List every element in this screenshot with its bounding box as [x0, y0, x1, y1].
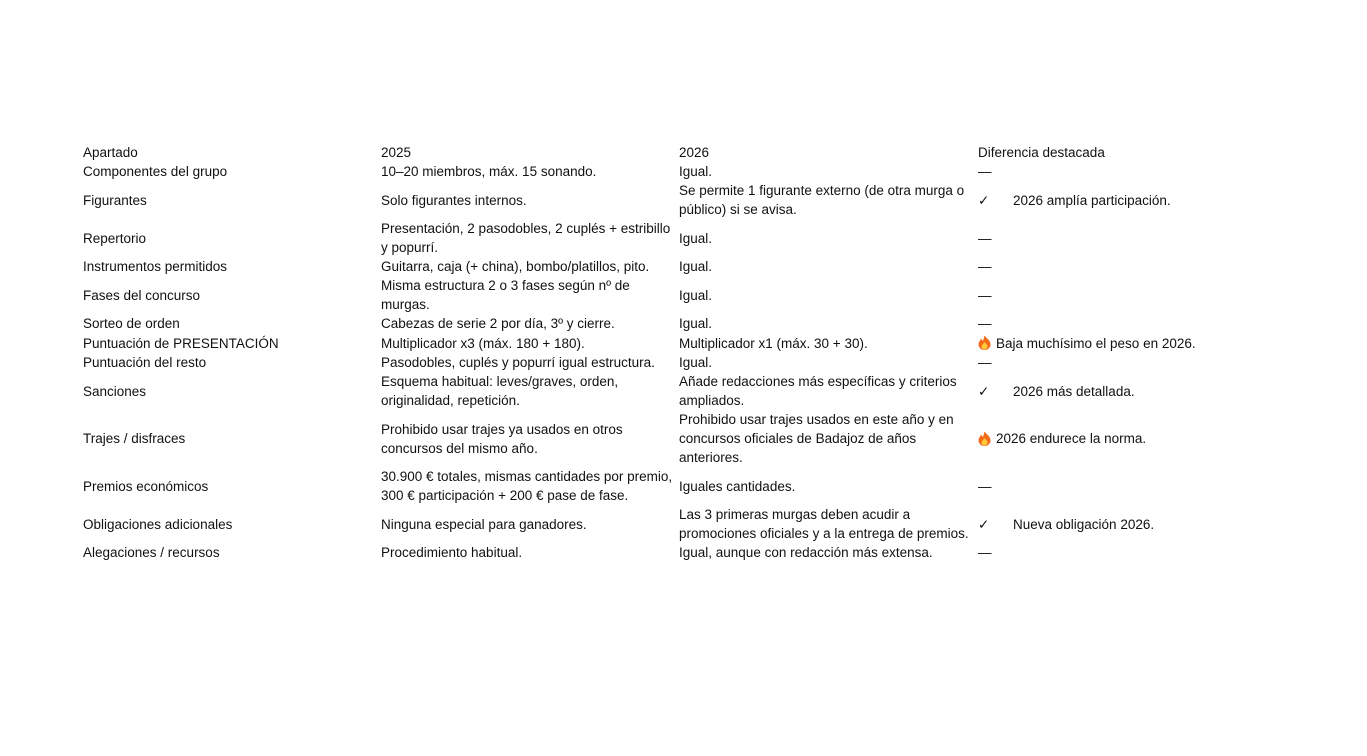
diff-text: 2026 amplía participación. — [1013, 192, 1171, 208]
cell-2025: Prohibido usar trajes ya usados en otros concursos del mismo año. — [381, 421, 623, 456]
cell-diferencia — [978, 314, 1243, 333]
table-body — [83, 162, 1243, 562]
table-row — [83, 505, 1243, 543]
cell-diferencia — [978, 162, 1243, 181]
dash-text: — — [978, 545, 992, 560]
fire-icon — [978, 429, 996, 449]
cell-2026: Igual. — [679, 316, 713, 331]
cell-2026: Iguales cantidades. — [679, 478, 796, 494]
check-icon: ✓ — [978, 383, 990, 399]
cell-diferencia — [978, 229, 1243, 248]
check-icon: ✓ — [978, 192, 990, 208]
cell-diferencia — [978, 353, 1243, 372]
table-row — [83, 333, 1243, 353]
cell-apartado: Premios económicos — [83, 478, 209, 494]
dash-text: — — [978, 478, 992, 494]
dash-text: — — [978, 287, 992, 303]
cell-2026: Igual. — [679, 287, 713, 303]
fire-icon-svg — [978, 335, 991, 350]
cell-apartado: Obligaciones adicionales — [83, 516, 233, 532]
cell-diferencia — [978, 477, 1243, 496]
cell-apartado: Figurantes — [83, 192, 147, 208]
diff-text: Nueva obligación 2026. — [1013, 516, 1155, 532]
fire-icon — [978, 333, 996, 353]
cell-2025: Guitarra, caja (+ china), bombo/platillos, pito. — [381, 259, 650, 274]
cell-apartado: Fases del concurso — [83, 287, 201, 303]
dash-text: — — [978, 355, 992, 370]
cell-apartado: Instrumentos permitidos — [83, 259, 228, 274]
cell-2026: Igual. — [679, 259, 713, 274]
table-header — [83, 143, 1243, 162]
dash-text: — — [978, 164, 992, 179]
cell-2025: Cabezas de serie 2 por día, 3º y cierre. — [381, 316, 615, 331]
table-row — [83, 314, 1243, 333]
header-2026: 2026 — [679, 145, 710, 160]
cell-apartado: Alegaciones / recursos — [83, 545, 220, 560]
cell-apartado: Componentes del grupo — [83, 164, 228, 179]
table-row — [83, 467, 1243, 505]
cell-diferencia — [978, 286, 1243, 305]
cell-2025: Presentación, 2 pasodobles, 2 cuplés + estribillo y popurrí. — [381, 221, 671, 255]
cell-diferencia — [978, 429, 1243, 449]
fire-icon-svg — [978, 431, 991, 446]
cell-2026: Las 3 primeras murgas deben acudir a promociones oficiales y a la entrega de premios. — [679, 507, 969, 541]
cell-2025: Pasodobles, cuplés y popurrí igual estructura. — [381, 355, 655, 370]
table-row — [83, 219, 1243, 257]
table-row — [83, 257, 1243, 276]
diff-text: Baja muchísimo el peso en 2026. — [996, 335, 1196, 351]
cell-2025: Solo figurantes internos. — [381, 192, 527, 208]
table-row — [83, 181, 1243, 219]
cell-apartado: Puntuación del resto — [83, 355, 207, 370]
diff-text: 2026 endurece la norma. — [996, 431, 1147, 446]
cell-2026: Añade redacciones más específicas y criterios ampliados. — [679, 374, 957, 408]
dash-text: — — [978, 316, 992, 331]
table-row — [83, 353, 1243, 372]
header-2025: 2025 — [381, 145, 412, 160]
diff-text: 2026 más detallada. — [1013, 383, 1135, 399]
cell-2025: Misma estructura 2 o 3 fases según nº de murgas. — [381, 278, 630, 312]
check-icon: ✓ — [978, 516, 990, 532]
cell-diferencia — [978, 382, 1243, 401]
cell-diferencia — [978, 191, 1243, 210]
comparison-table — [83, 143, 1243, 562]
cell-apartado: Trajes / disfraces — [83, 431, 186, 446]
cell-apartado: Puntuación de PRESENTACIÓN — [83, 335, 279, 351]
cell-apartado: Repertorio — [83, 230, 147, 246]
cell-2025: Esquema habitual: leves/graves, orden, originalidad, repetición. — [381, 374, 619, 408]
cell-2026: Se permite 1 figurante externo (de otra murga o público) si se avisa. — [679, 183, 965, 217]
cell-2025: Ninguna especial para ganadores. — [381, 516, 587, 532]
table-row — [83, 543, 1243, 562]
table-row — [83, 276, 1243, 314]
header-diferencia: Diferencia destacada — [978, 145, 1105, 160]
dash-text: — — [978, 230, 992, 246]
table-row — [83, 162, 1243, 181]
cell-2026: Igual. — [679, 355, 713, 370]
cell-diferencia — [978, 543, 1243, 562]
cell-apartado: Sorteo de orden — [83, 316, 180, 331]
dash-text: — — [978, 259, 992, 274]
cell-diferencia — [978, 515, 1243, 534]
cell-2026: Igual. — [679, 164, 713, 179]
cell-2026: Igual, aunque con redacción más extensa. — [679, 545, 933, 560]
cell-diferencia — [978, 333, 1243, 353]
table-row — [83, 410, 1243, 467]
cell-apartado: Sanciones — [83, 383, 147, 399]
cell-2026: Prohibido usar trajes usados en este año y en concursos oficiales de Badajoz de años anteriores. — [679, 412, 954, 465]
cell-2025: Procedimiento habitual. — [381, 545, 523, 560]
table-row — [83, 372, 1243, 410]
cell-2025: Multiplicador x3 (máx. 180 + 180). — [381, 335, 585, 351]
cell-diferencia — [978, 257, 1243, 276]
cell-2026: Igual. — [679, 230, 713, 246]
cell-2025: 30.900 € totales, mismas cantidades por premio, 300 € participación + 200 € pase de fase. — [381, 469, 673, 503]
header-apartado: Apartado — [83, 145, 138, 160]
cell-2026: Multiplicador x1 (máx. 30 + 30). — [679, 335, 868, 351]
cell-2025: 10–20 miembros, máx. 15 sonando. — [381, 164, 597, 179]
